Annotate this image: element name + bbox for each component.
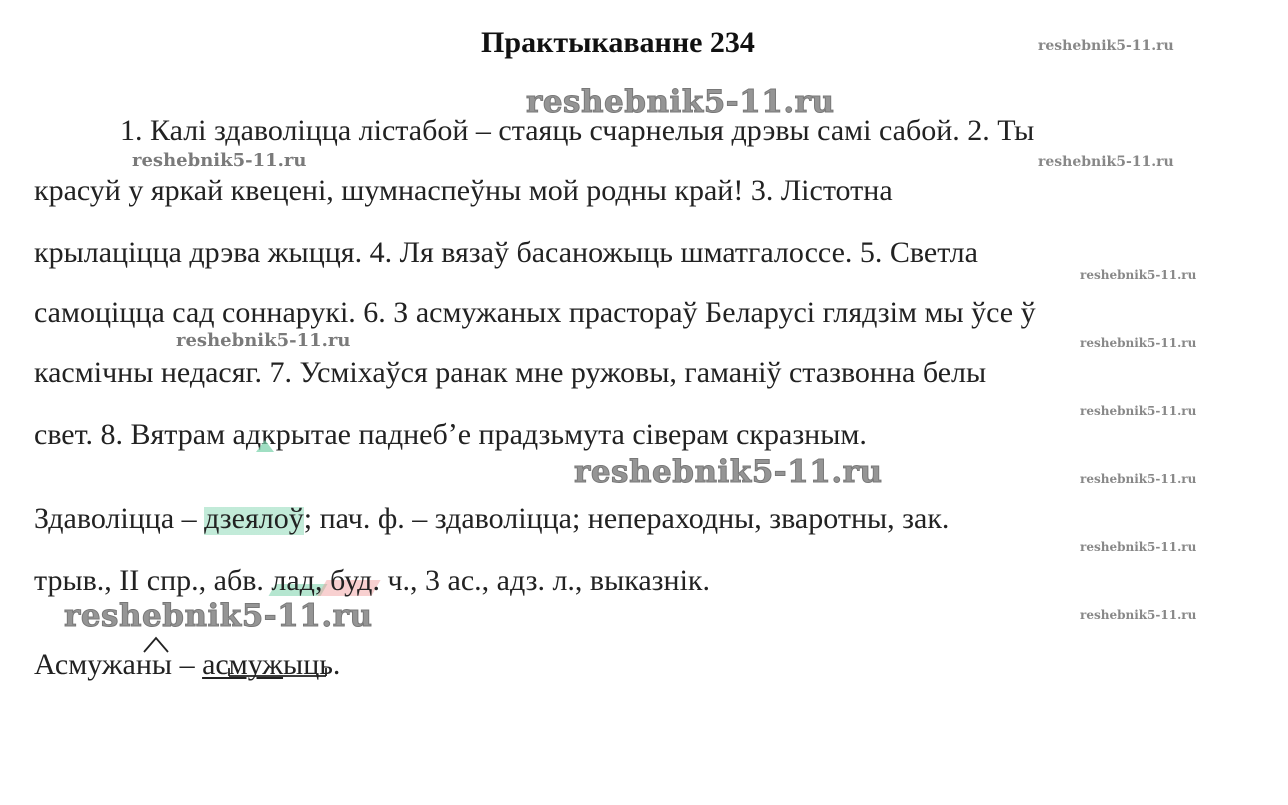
watermark: reshebnik5-11.ru <box>1080 608 1197 622</box>
analysis-line-2: трыв., II спр., абв. лад, буд. ч., 3 ас., адз. л., выказнік. <box>34 564 710 597</box>
watermark: reshebnik5-11.ru <box>176 330 351 351</box>
text-line-3: крылаціцца дрэва жыцця. 4. Ля вязаў басаножыць шматгалоссе. 5. Светла <box>34 236 978 269</box>
watermark: reshebnik5-11.ru <box>1080 472 1197 486</box>
analysis-details: ; пач. ф. – здаволіцца; непераходны, зваротны, зак. <box>303 502 950 535</box>
text-line-6: свет. 8. Вятрам адкрытае паднебʼе прадзьмута сіверам скразным. <box>34 418 867 451</box>
watermark: reshebnik5-11.ru <box>1080 336 1197 350</box>
analysis-line-3 <box>34 648 340 682</box>
watermark: reshebnik5-11.ru <box>1080 268 1197 282</box>
text-line-2: красуй у яркай квецені, шумнаспеўны мой родны край! 3. Лістотна <box>34 174 893 207</box>
part-of-speech-highlight: дзеялоў <box>204 502 304 535</box>
page-title: Практыкаванне 234 <box>481 26 755 59</box>
text-line-1: 1. Калі здаволіцца лістабой – стаяць счарнелыя дрэвы самі сабой. 2. Ты <box>120 114 1035 147</box>
analysis-line-1 <box>34 502 949 536</box>
text-line-4: самоціцца сад соннарукі. 6. З асмужаных прастораў Беларусі глядзім мы ўсе ў <box>34 296 1036 329</box>
watermark: reshebnik5-11.ru <box>1038 38 1174 54</box>
text-line-5: касмічны недасяг. 7. Усміхаўся ранак мне ружовы, гаманіў стазвонна белы <box>34 356 987 389</box>
watermark: reshebnik5-11.ru <box>132 150 307 171</box>
watermark: reshebnik5-11.ru <box>1038 154 1174 170</box>
watermark: reshebnik5-11.ru <box>1080 540 1197 554</box>
derivation-word: Асмужаны – <box>34 648 203 681</box>
derivation-root: асмуж <box>202 648 284 681</box>
analysis-word: Здаволіцца – <box>34 502 205 535</box>
derivation-suffix: ыць. <box>283 648 341 681</box>
watermark: reshebnik5-11.ru <box>1080 404 1197 418</box>
watermark: reshebnik5-11.ru <box>574 454 883 490</box>
watermark: reshebnik5-11.ru <box>526 84 835 120</box>
watermark: reshebnik5-11.ru <box>64 598 373 634</box>
highlight-mark <box>256 440 274 452</box>
